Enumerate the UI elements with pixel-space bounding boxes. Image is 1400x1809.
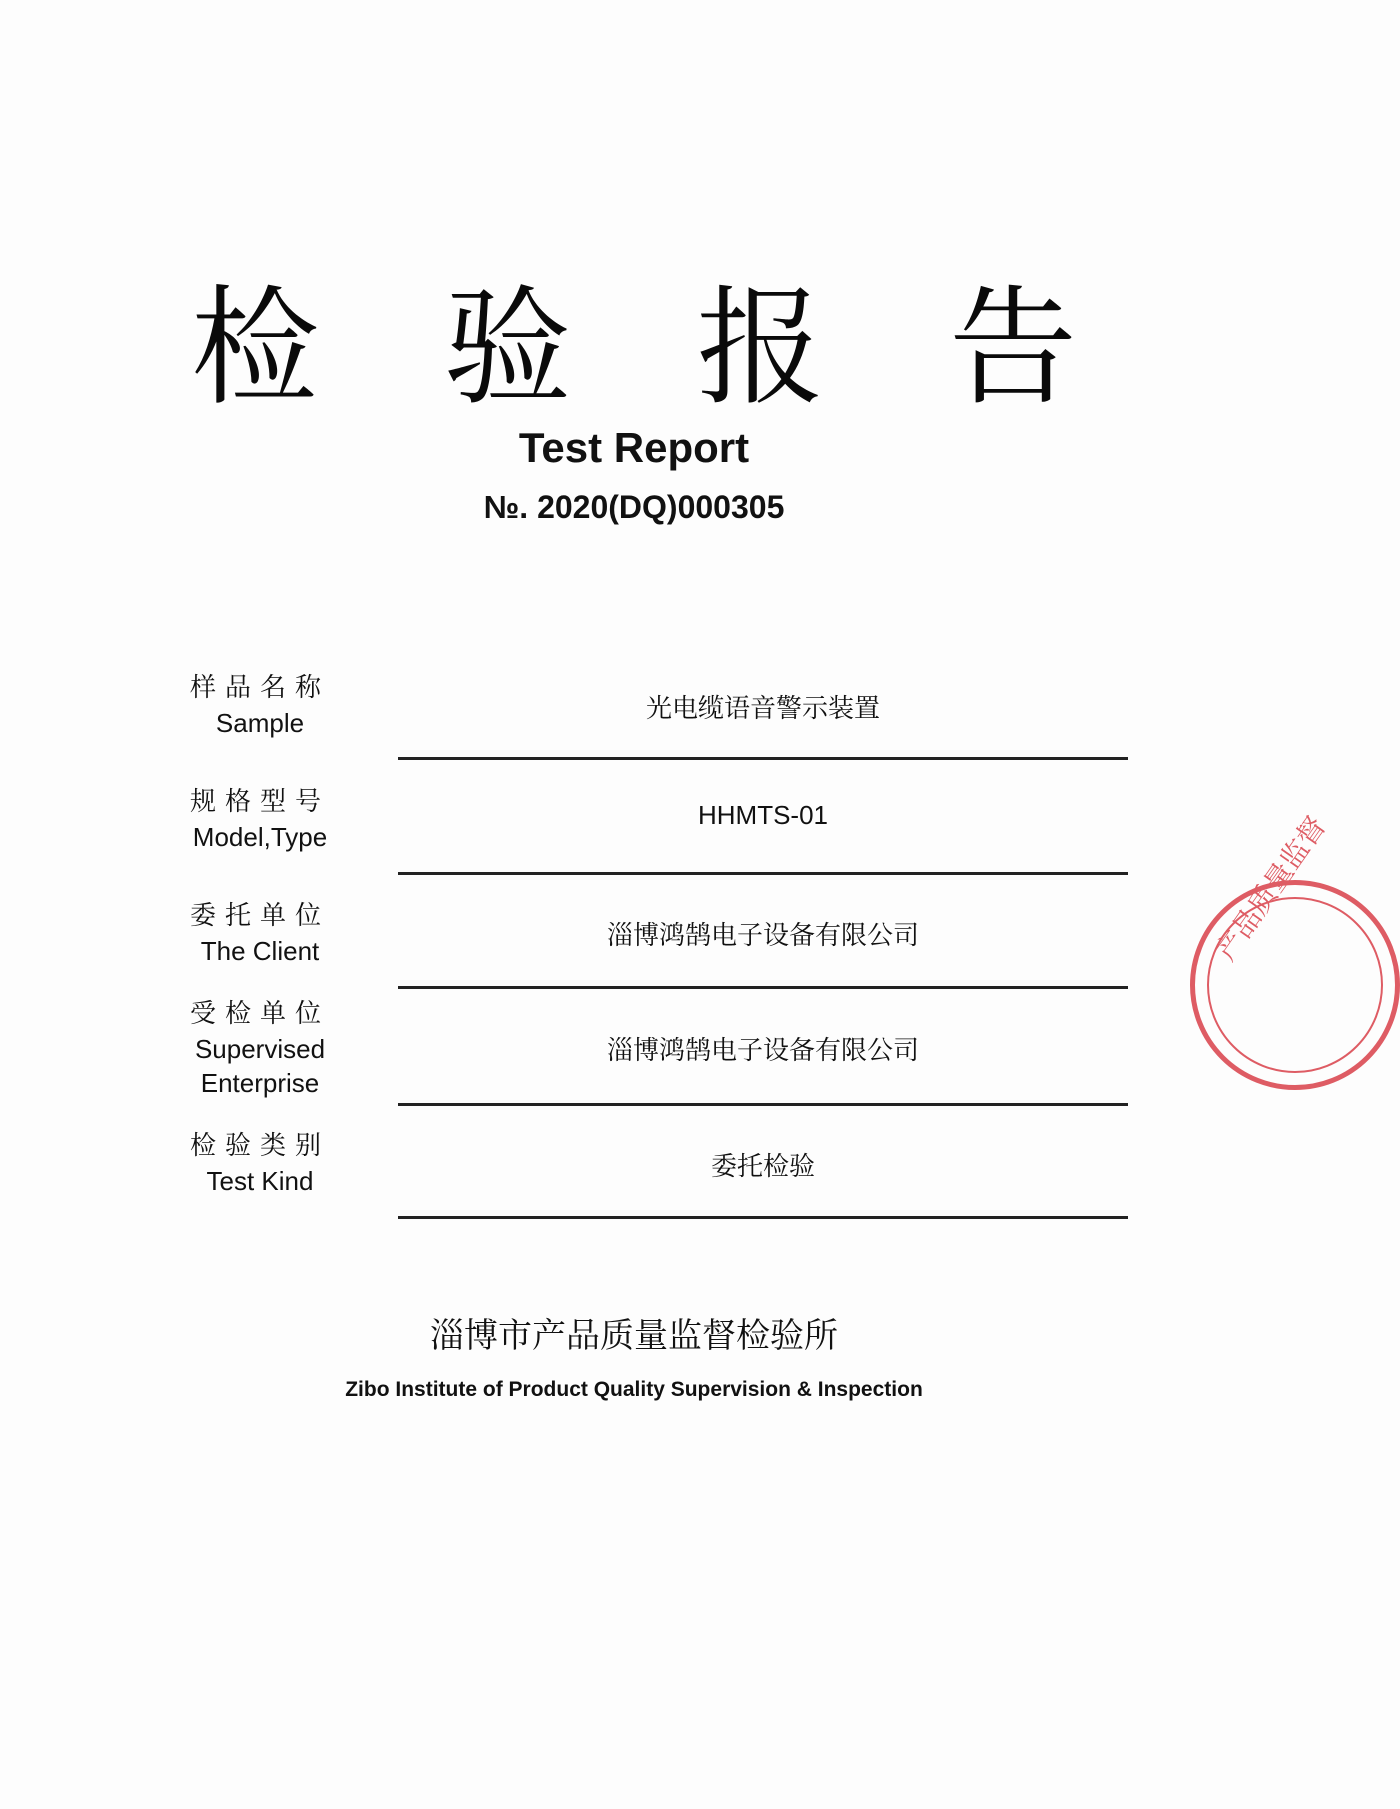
- official-seal-stamp: [1190, 810, 1400, 1090]
- supervised-enterprise-underline: [398, 1103, 1128, 1106]
- sample-label: [140, 670, 380, 740]
- sample-value: 光电缆语音警示装置: [645, 694, 880, 724]
- client-label: [140, 898, 380, 968]
- report-title-chinese: 检 验 报 告: [190, 274, 1120, 423]
- model-type-value: HHMTS-01: [697, 800, 828, 830]
- supervised-enterprise-label-en: Supervised Enterprise: [194, 1034, 326, 1098]
- model-type-label-en: Model,Type: [192, 822, 328, 852]
- report-title-english: Test Report: [518, 424, 750, 471]
- institute-name-chinese: 淄博市产品质量监督检验所: [430, 1316, 838, 1356]
- client-underline: [398, 986, 1128, 989]
- supervised-enterprise-value: 淄博鸿鹄电子设备有限公司: [606, 1036, 919, 1066]
- model-type-underline: [398, 872, 1128, 875]
- institute-name-english: Zibo Institute of Product Quality Supervision & Inspection: [345, 1378, 923, 1401]
- model-type-label-cn: 规格型号: [189, 787, 330, 817]
- supervised-enterprise-label-cn: 受检单位: [189, 999, 330, 1029]
- report-number: №. 2020(DQ)000305: [483, 489, 785, 525]
- test-kind-label-cn: 检验类别: [189, 1131, 330, 1161]
- test-kind-label: [140, 1128, 380, 1198]
- sample-label-cn: 样品名称: [189, 673, 330, 703]
- test-kind-value: 委托检验: [710, 1152, 815, 1182]
- supervised-enterprise-label: [140, 996, 380, 1100]
- sample-label-en: Sample: [215, 708, 305, 738]
- client-label-en: The Client: [200, 936, 320, 966]
- sample-underline: [398, 757, 1128, 760]
- test-kind-label-en: Test Kind: [206, 1166, 314, 1196]
- test-kind-underline: [398, 1216, 1128, 1219]
- model-type-label: [140, 784, 380, 854]
- seal-text: 产品质量监督: [1209, 810, 1333, 967]
- client-value: 淄博鸿鹄电子设备有限公司: [606, 921, 919, 951]
- client-label-cn: 委托单位: [189, 901, 330, 931]
